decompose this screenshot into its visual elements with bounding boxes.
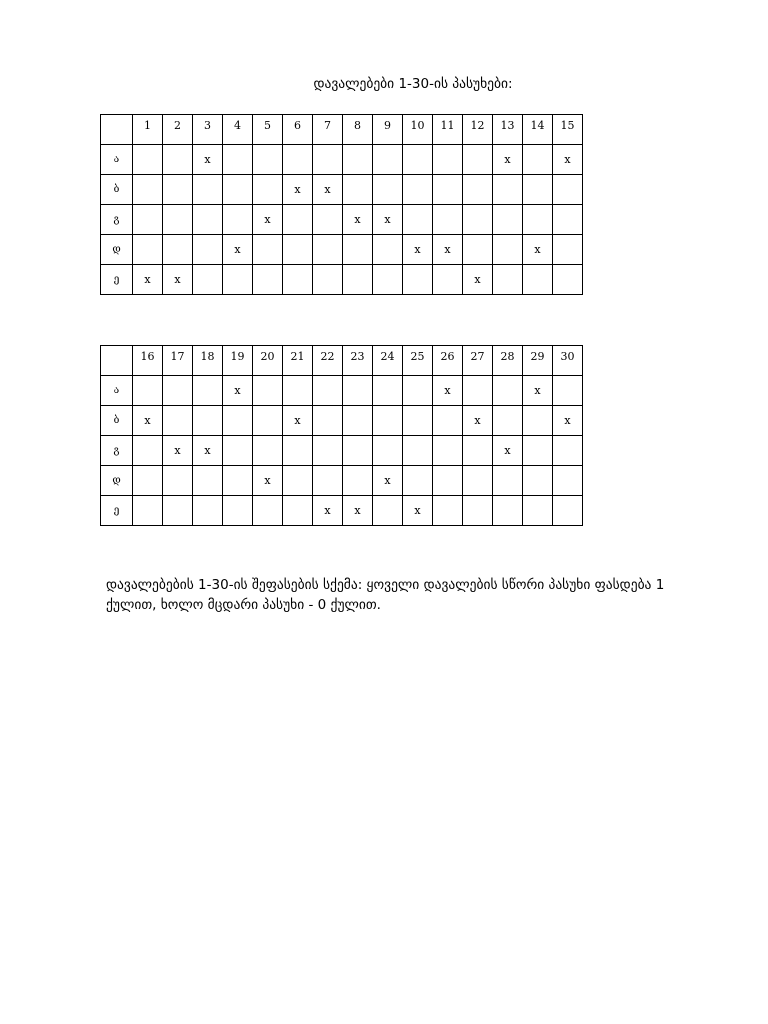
- answer-cell: [223, 175, 253, 205]
- answer-cell: [313, 406, 343, 436]
- answer-cell: [223, 496, 253, 526]
- column-header: 19: [223, 346, 253, 376]
- column-header: 29: [523, 346, 553, 376]
- answer-cell: x: [253, 466, 283, 496]
- answer-cell: [313, 265, 343, 295]
- answer-cell: [553, 175, 583, 205]
- answer-cell: [463, 376, 493, 406]
- answer-cell: [313, 376, 343, 406]
- column-header: 26: [433, 346, 463, 376]
- table-row: [101, 496, 583, 526]
- answer-cell: [253, 406, 283, 436]
- column-header: 2: [163, 115, 193, 145]
- answer-cell: x: [223, 376, 253, 406]
- column-header: 10: [403, 115, 433, 145]
- column-header: 16: [133, 346, 163, 376]
- answer-cell: [523, 265, 553, 295]
- answer-cell: [193, 496, 223, 526]
- corner-cell: [101, 346, 133, 376]
- column-header: 21: [283, 346, 313, 376]
- table-row: [101, 175, 583, 205]
- grading-scheme-text: დავალებების 1-30-ის შეფასების სქემა: ყოველი დავალების სწორი პასუხი ფასდება 1 ქულით, ხოლო მცდარი პასუხი - 0 ქულით.: [106, 577, 665, 613]
- answer-cell: [373, 496, 403, 526]
- answer-cell: [283, 145, 313, 175]
- answer-cell: [343, 145, 373, 175]
- answer-cell: [493, 235, 523, 265]
- answer-cell: x: [403, 235, 433, 265]
- answer-cell: x: [193, 145, 223, 175]
- answer-cell: x: [283, 175, 313, 205]
- column-header: 30: [553, 346, 583, 376]
- column-header: 5: [253, 115, 283, 145]
- answer-cell: x: [373, 466, 403, 496]
- answer-cell: x: [253, 205, 283, 235]
- answer-cell: [493, 496, 523, 526]
- answer-cell: [403, 436, 433, 466]
- answer-cell: x: [493, 436, 523, 466]
- answer-cell: [163, 235, 193, 265]
- answer-cell: x: [313, 496, 343, 526]
- column-header: 14: [523, 115, 553, 145]
- answer-cell: x: [463, 265, 493, 295]
- page-title: დავალებები 1-30-ის პასუხები:: [313, 76, 513, 92]
- answer-cell: [373, 436, 403, 466]
- answer-cell: [163, 175, 193, 205]
- answer-cell: [493, 265, 523, 295]
- table-row: [101, 406, 583, 436]
- answer-cell: [433, 406, 463, 436]
- answer-cell: x: [403, 496, 433, 526]
- column-header: 11: [433, 115, 463, 145]
- answer-cell: [223, 436, 253, 466]
- answer-cell: [283, 436, 313, 466]
- answer-cell: [163, 496, 193, 526]
- answer-cell: [283, 466, 313, 496]
- answer-cell: [523, 406, 553, 436]
- table-row: [101, 265, 583, 295]
- row-label: ა: [101, 376, 133, 406]
- column-header: 6: [283, 115, 313, 145]
- answer-cell: [463, 496, 493, 526]
- answer-cell: [133, 376, 163, 406]
- answer-cell: [223, 466, 253, 496]
- column-header: 18: [193, 346, 223, 376]
- answer-cell: [253, 145, 283, 175]
- answer-cell: x: [163, 436, 193, 466]
- answer-cell: [133, 145, 163, 175]
- answers-table-16-30: [100, 345, 583, 526]
- answer-cell: [493, 466, 523, 496]
- answer-cell: [523, 496, 553, 526]
- answer-cell: [133, 436, 163, 466]
- answer-cell: [283, 205, 313, 235]
- answer-cell: [553, 466, 583, 496]
- answer-cell: [223, 205, 253, 235]
- answer-cell: [253, 265, 283, 295]
- column-header: 8: [343, 115, 373, 145]
- answer-cell: [133, 235, 163, 265]
- answer-cell: [283, 235, 313, 265]
- column-header: 3: [193, 115, 223, 145]
- answer-cell: [193, 406, 223, 436]
- answer-cell: [163, 406, 193, 436]
- answer-cell: [163, 145, 193, 175]
- answer-cell: [403, 265, 433, 295]
- answer-cell: [553, 496, 583, 526]
- answer-cell: [433, 205, 463, 235]
- answer-cell: [463, 466, 493, 496]
- row-label: ე: [101, 265, 133, 295]
- answer-cell: [553, 376, 583, 406]
- row-label: გ: [101, 436, 133, 466]
- answer-cell: [433, 265, 463, 295]
- answer-cell: [403, 406, 433, 436]
- column-header: 20: [253, 346, 283, 376]
- corner-cell: [101, 115, 133, 145]
- answer-cell: [553, 265, 583, 295]
- answer-cell: [133, 466, 163, 496]
- answer-cell: [463, 175, 493, 205]
- answer-cell: [313, 145, 343, 175]
- answer-cell: [493, 205, 523, 235]
- column-header: 12: [463, 115, 493, 145]
- answer-cell: [343, 235, 373, 265]
- answer-cell: [283, 265, 313, 295]
- answer-cell: [343, 406, 373, 436]
- column-header: 17: [163, 346, 193, 376]
- answer-cell: [343, 265, 373, 295]
- answer-cell: [223, 406, 253, 436]
- answer-cell: x: [283, 406, 313, 436]
- column-header: 9: [373, 115, 403, 145]
- answer-cell: [403, 376, 433, 406]
- answer-cell: x: [133, 265, 163, 295]
- column-header: 13: [493, 115, 523, 145]
- answer-cell: x: [313, 175, 343, 205]
- answer-cell: [343, 175, 373, 205]
- answer-cell: [223, 265, 253, 295]
- answer-cell: [343, 376, 373, 406]
- answer-cell: [403, 175, 433, 205]
- answer-cell: [403, 466, 433, 496]
- answer-cell: [343, 436, 373, 466]
- table-row: [101, 145, 583, 175]
- answer-cell: x: [193, 436, 223, 466]
- row-label: ა: [101, 145, 133, 175]
- answer-cell: x: [343, 205, 373, 235]
- answer-cell: [193, 466, 223, 496]
- answer-cell: [313, 436, 343, 466]
- column-header: 28: [493, 346, 523, 376]
- answer-cell: x: [493, 145, 523, 175]
- answer-cell: [373, 235, 403, 265]
- answer-cell: [523, 175, 553, 205]
- column-header: 24: [373, 346, 403, 376]
- row-label: ე: [101, 496, 133, 526]
- answer-cell: [253, 235, 283, 265]
- answer-cell: [343, 466, 373, 496]
- row-label: დ: [101, 466, 133, 496]
- answer-cell: [373, 145, 403, 175]
- answer-cell: [193, 235, 223, 265]
- answer-cell: [373, 265, 403, 295]
- answer-cell: [493, 406, 523, 436]
- answer-cell: [163, 466, 193, 496]
- answer-cell: [553, 235, 583, 265]
- answer-cell: [523, 436, 553, 466]
- column-header: 7: [313, 115, 343, 145]
- table-row: [101, 436, 583, 466]
- answer-cell: [283, 376, 313, 406]
- table-row: [101, 235, 583, 265]
- answer-cell: x: [373, 205, 403, 235]
- table-header-row: [101, 346, 583, 376]
- row-label: ბ: [101, 175, 133, 205]
- answer-cell: [133, 205, 163, 235]
- answer-cell: [163, 205, 193, 235]
- answer-cell: [523, 205, 553, 235]
- row-label: გ: [101, 205, 133, 235]
- column-header: 25: [403, 346, 433, 376]
- answer-cell: [433, 436, 463, 466]
- answer-cell: [463, 145, 493, 175]
- answer-cell: x: [223, 235, 253, 265]
- column-header: 15: [553, 115, 583, 145]
- table-header-row: [101, 115, 583, 145]
- answer-cell: [433, 496, 463, 526]
- answer-cell: x: [343, 496, 373, 526]
- answer-cell: [433, 466, 463, 496]
- answer-cell: [523, 466, 553, 496]
- answer-cell: x: [433, 235, 463, 265]
- answer-cell: x: [553, 145, 583, 175]
- answer-cell: [253, 436, 283, 466]
- answer-cell: [133, 175, 163, 205]
- answer-cell: [463, 436, 493, 466]
- column-header: 1: [133, 115, 163, 145]
- answer-cell: [253, 376, 283, 406]
- column-header: 4: [223, 115, 253, 145]
- answer-cell: [463, 235, 493, 265]
- answer-cell: [403, 205, 433, 235]
- table-row: [101, 466, 583, 496]
- row-label: ბ: [101, 406, 133, 436]
- answer-cell: [433, 145, 463, 175]
- answer-cell: [373, 406, 403, 436]
- answer-cell: [223, 145, 253, 175]
- answer-cell: [133, 496, 163, 526]
- answer-cell: [493, 175, 523, 205]
- column-header: 23: [343, 346, 373, 376]
- answer-cell: [313, 466, 343, 496]
- column-header: 22: [313, 346, 343, 376]
- answer-cell: [253, 496, 283, 526]
- answer-cell: x: [463, 406, 493, 436]
- answer-cell: [463, 205, 493, 235]
- row-label: დ: [101, 235, 133, 265]
- answers-table-1-15: [100, 114, 583, 295]
- answer-cell: [163, 376, 193, 406]
- answer-cell: x: [133, 406, 163, 436]
- answer-cell: x: [523, 376, 553, 406]
- answer-cell: x: [523, 235, 553, 265]
- answer-cell: [193, 376, 223, 406]
- answer-cell: [193, 265, 223, 295]
- answer-cell: [523, 145, 553, 175]
- answer-cell: [373, 376, 403, 406]
- answer-cell: [433, 175, 463, 205]
- answer-cell: [553, 436, 583, 466]
- answer-cell: [193, 205, 223, 235]
- answer-cell: [313, 235, 343, 265]
- answer-cell: [313, 205, 343, 235]
- answer-cell: x: [553, 406, 583, 436]
- answer-cell: [553, 205, 583, 235]
- answer-cell: [373, 175, 403, 205]
- answer-cell: [193, 175, 223, 205]
- answer-cell: [253, 175, 283, 205]
- answer-cell: x: [433, 376, 463, 406]
- answer-cell: x: [163, 265, 193, 295]
- column-header: 27: [463, 346, 493, 376]
- answer-cell: [493, 376, 523, 406]
- table-row: [101, 376, 583, 406]
- answer-cell: [283, 496, 313, 526]
- table-row: [101, 205, 583, 235]
- answer-cell: [403, 145, 433, 175]
